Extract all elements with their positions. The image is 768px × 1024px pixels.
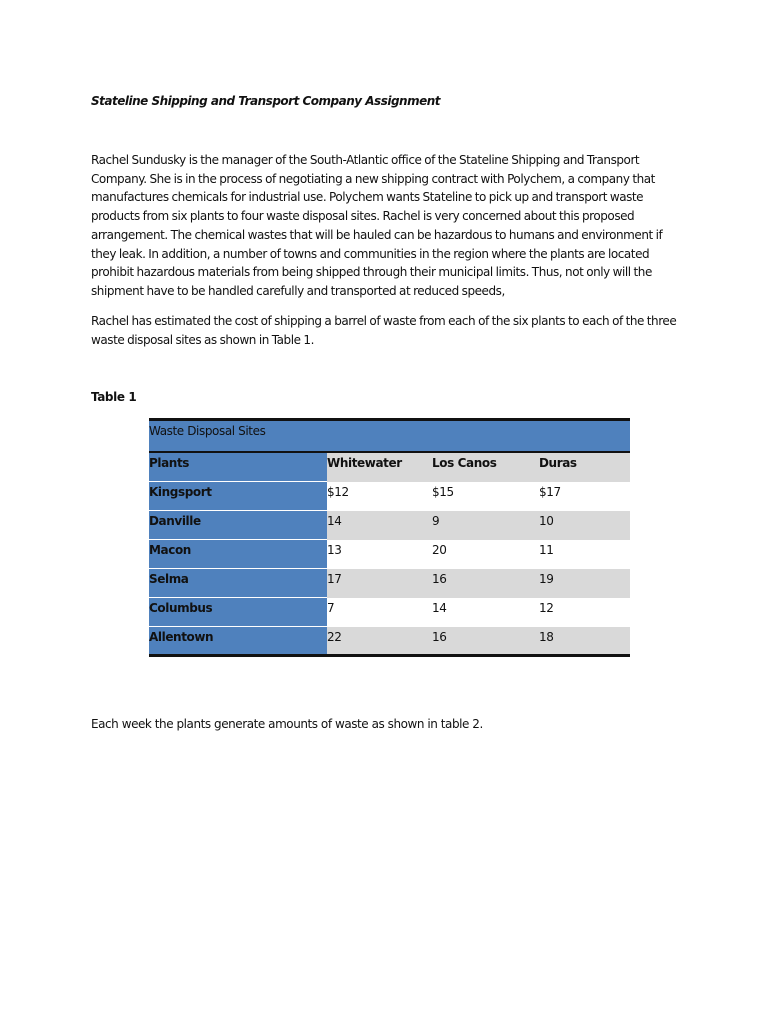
estimate-paragraph: Rachel has estimated the cost of shipping a barrel of waste from each of the six plants to each of the three waste disposal sites as shown in Table 1. xyxy=(91,314,677,347)
cost-cell-duras: 11 xyxy=(539,540,630,569)
cost-cell-duras: 12 xyxy=(539,598,630,627)
cost-cell-whitewater: 17 xyxy=(327,569,432,598)
cost-cell-los-canos: 14 xyxy=(432,598,539,627)
cost-cell-whitewater: 13 xyxy=(327,540,432,569)
plant-name-cell: Allentown xyxy=(149,627,327,656)
table-group-header-row xyxy=(149,420,630,452)
column-header-duras: Duras xyxy=(539,452,630,482)
table-row xyxy=(149,482,630,511)
table-row xyxy=(149,627,630,656)
cost-cell-whitewater: 22 xyxy=(327,627,432,656)
table-caption: Table 1 xyxy=(91,390,137,404)
plant-name-cell: Selma xyxy=(149,569,327,598)
table-row xyxy=(149,598,630,627)
table-row xyxy=(149,540,630,569)
cost-cell-los-canos: 9 xyxy=(432,511,539,540)
cost-cell-whitewater: 14 xyxy=(327,511,432,540)
cost-cell-whitewater: 7 xyxy=(327,598,432,627)
column-header-whitewater: Whitewater xyxy=(327,452,432,482)
cost-cell-duras: $17 xyxy=(539,482,630,511)
table-row xyxy=(149,511,630,540)
closing-paragraph: Each week the plants generate amounts of waste as shown in table 2. xyxy=(91,717,483,731)
table-header-row xyxy=(149,452,630,482)
table-row xyxy=(149,569,630,598)
shipping-cost-table xyxy=(149,418,630,657)
cost-cell-duras: 10 xyxy=(539,511,630,540)
column-header-plants: Plants xyxy=(149,452,327,482)
plant-name-cell: Macon xyxy=(149,540,327,569)
cost-cell-duras: 19 xyxy=(539,569,630,598)
plant-name-cell: Kingsport xyxy=(149,482,327,511)
cost-cell-whitewater: $12 xyxy=(327,482,432,511)
document-title: Stateline Shipping and Transport Company Assignment xyxy=(91,94,441,108)
waste-disposal-sites-header: Waste Disposal Sites xyxy=(149,420,630,452)
plant-name-cell: Danville xyxy=(149,511,327,540)
cost-cell-los-canos: $15 xyxy=(432,482,539,511)
cost-cell-los-canos: 16 xyxy=(432,569,539,598)
plant-name-cell: Columbus xyxy=(149,598,327,627)
intro-paragraph: Rachel Sundusky is the manager of the South-Atlantic office of the Stateline Shipping and Transport Company. She is in the process of negotiating a new shipping contract with Polychem, a company that manufactures chemicals for industrial use. Polychem wants Stateline to pick up and transport waste products from six plants to four waste disposal sites. Rachel is very concerned about this proposed arrangement. The chemical wastes that will be hauled can be hazardous to humans and environment if they leak. In addition, a number of towns and communities in the region where the plants are located prohibit hazardous materials from being shipped through their municipal limits. Thus, not only will the shipment have to be handled carefully and transported at reduced speeds, xyxy=(91,153,663,298)
cost-cell-los-canos: 20 xyxy=(432,540,539,569)
column-header-los-canos: Los Canos xyxy=(432,452,539,482)
cost-cell-los-canos: 16 xyxy=(432,627,539,656)
cost-table-container xyxy=(149,418,630,657)
cost-cell-duras: 18 xyxy=(539,627,630,656)
